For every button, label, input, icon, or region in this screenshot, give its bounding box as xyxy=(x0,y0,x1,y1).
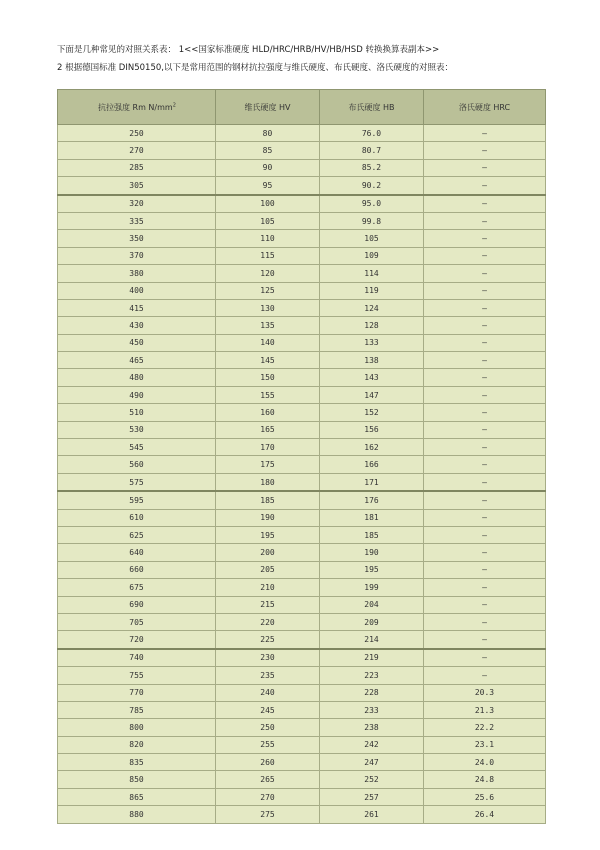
cell-tensile-strength: 545 xyxy=(58,439,216,456)
cell-brinell-hb: 152 xyxy=(320,404,424,421)
cell-vickers-hv: 200 xyxy=(216,544,320,561)
cell-brinell-hb: 214 xyxy=(320,631,424,649)
table-row xyxy=(58,561,546,578)
table-row xyxy=(58,386,546,403)
cell-vickers-hv: 170 xyxy=(216,439,320,456)
cell-rockwell-hrc: – xyxy=(424,299,546,316)
cell-vickers-hv: 85 xyxy=(216,142,320,159)
table-row xyxy=(58,404,546,421)
table-row xyxy=(58,667,546,684)
table-row xyxy=(58,159,546,176)
cell-tensile-strength: 640 xyxy=(58,544,216,561)
cell-rockwell-hrc: – xyxy=(424,491,546,509)
cell-vickers-hv: 90 xyxy=(216,159,320,176)
table-header-row xyxy=(58,90,546,125)
table-row xyxy=(58,247,546,264)
cell-tensile-strength: 270 xyxy=(58,142,216,159)
cell-vickers-hv: 125 xyxy=(216,282,320,299)
cell-tensile-strength: 675 xyxy=(58,579,216,596)
cell-brinell-hb: 156 xyxy=(320,421,424,438)
cell-rockwell-hrc: – xyxy=(424,230,546,247)
cell-brinell-hb: 185 xyxy=(320,526,424,543)
cell-vickers-hv: 180 xyxy=(216,473,320,491)
cell-brinell-hb: 247 xyxy=(320,754,424,771)
header-tensile-strength xyxy=(58,90,216,125)
cell-tensile-strength: 465 xyxy=(58,352,216,369)
cell-brinell-hb: 171 xyxy=(320,473,424,491)
cell-rockwell-hrc: 26.4 xyxy=(424,806,546,823)
cell-rockwell-hrc: – xyxy=(424,596,546,613)
cell-brinell-hb: 257 xyxy=(320,788,424,805)
cell-rockwell-hrc: – xyxy=(424,142,546,159)
cell-tensile-strength: 480 xyxy=(58,369,216,386)
cell-brinell-hb: 133 xyxy=(320,334,424,351)
cell-rockwell-hrc: – xyxy=(424,265,546,282)
cell-rockwell-hrc: – xyxy=(424,195,546,213)
hardness-table-container xyxy=(57,89,545,824)
cell-brinell-hb: 223 xyxy=(320,667,424,684)
cell-rockwell-hrc: – xyxy=(424,509,546,526)
cell-tensile-strength: 450 xyxy=(58,334,216,351)
cell-brinell-hb: 199 xyxy=(320,579,424,596)
cell-vickers-hv: 250 xyxy=(216,719,320,736)
cell-rockwell-hrc: – xyxy=(424,177,546,195)
table-row xyxy=(58,369,546,386)
cell-brinell-hb: 109 xyxy=(320,247,424,264)
cell-rockwell-hrc: – xyxy=(424,404,546,421)
table-row xyxy=(58,439,546,456)
cell-rockwell-hrc: – xyxy=(424,282,546,299)
cell-vickers-hv: 110 xyxy=(216,230,320,247)
header-unit-superscript: 2 xyxy=(172,101,176,108)
cell-rockwell-hrc: – xyxy=(424,247,546,264)
cell-tensile-strength: 880 xyxy=(58,806,216,823)
cell-vickers-hv: 150 xyxy=(216,369,320,386)
cell-brinell-hb: 80.7 xyxy=(320,142,424,159)
table-row xyxy=(58,195,546,213)
table-row xyxy=(58,509,546,526)
cell-vickers-hv: 235 xyxy=(216,667,320,684)
cell-tensile-strength: 820 xyxy=(58,736,216,753)
cell-brinell-hb: 219 xyxy=(320,649,424,667)
cell-vickers-hv: 260 xyxy=(216,754,320,771)
cell-tensile-strength: 250 xyxy=(58,125,216,142)
cell-vickers-hv: 120 xyxy=(216,265,320,282)
cell-brinell-hb: 162 xyxy=(320,439,424,456)
cell-tensile-strength: 755 xyxy=(58,667,216,684)
table-row xyxy=(58,265,546,282)
cell-tensile-strength: 510 xyxy=(58,404,216,421)
cell-tensile-strength: 415 xyxy=(58,299,216,316)
cell-tensile-strength: 380 xyxy=(58,265,216,282)
cell-vickers-hv: 160 xyxy=(216,404,320,421)
cell-brinell-hb: 261 xyxy=(320,806,424,823)
cell-vickers-hv: 205 xyxy=(216,561,320,578)
cell-tensile-strength: 625 xyxy=(58,526,216,543)
cell-rockwell-hrc: – xyxy=(424,579,546,596)
cell-brinell-hb: 119 xyxy=(320,282,424,299)
cell-brinell-hb: 124 xyxy=(320,299,424,316)
cell-rockwell-hrc: – xyxy=(424,544,546,561)
table-row xyxy=(58,579,546,596)
cell-rockwell-hrc: – xyxy=(424,125,546,142)
cell-rockwell-hrc: 23.1 xyxy=(424,736,546,753)
table-row xyxy=(58,684,546,701)
cell-rockwell-hrc: – xyxy=(424,667,546,684)
table-row xyxy=(58,613,546,630)
cell-tensile-strength: 705 xyxy=(58,613,216,630)
cell-tensile-strength: 835 xyxy=(58,754,216,771)
cell-tensile-strength: 770 xyxy=(58,684,216,701)
cell-rockwell-hrc: – xyxy=(424,649,546,667)
cell-vickers-hv: 155 xyxy=(216,386,320,403)
cell-tensile-strength: 660 xyxy=(58,561,216,578)
cell-vickers-hv: 275 xyxy=(216,806,320,823)
table-row xyxy=(58,806,546,823)
cell-tensile-strength: 305 xyxy=(58,177,216,195)
cell-vickers-hv: 190 xyxy=(216,509,320,526)
cell-tensile-strength: 740 xyxy=(58,649,216,667)
table-row xyxy=(58,125,546,142)
cell-rockwell-hrc: – xyxy=(424,352,546,369)
table-row xyxy=(58,649,546,667)
table-row xyxy=(58,473,546,491)
cell-brinell-hb: 105 xyxy=(320,230,424,247)
cell-vickers-hv: 245 xyxy=(216,701,320,718)
cell-vickers-hv: 100 xyxy=(216,195,320,213)
table-row xyxy=(58,754,546,771)
cell-brinell-hb: 190 xyxy=(320,544,424,561)
cell-rockwell-hrc: 24.8 xyxy=(424,771,546,788)
cell-tensile-strength: 320 xyxy=(58,195,216,213)
cell-tensile-strength: 865 xyxy=(58,788,216,805)
cell-rockwell-hrc: 20.3 xyxy=(424,684,546,701)
header-brinell-hb: 布氏硬度 HB xyxy=(320,90,424,125)
cell-tensile-strength: 690 xyxy=(58,596,216,613)
cell-vickers-hv: 105 xyxy=(216,212,320,229)
cell-rockwell-hrc: – xyxy=(424,473,546,491)
cell-vickers-hv: 240 xyxy=(216,684,320,701)
table-row xyxy=(58,526,546,543)
cell-vickers-hv: 135 xyxy=(216,317,320,334)
cell-vickers-hv: 230 xyxy=(216,649,320,667)
cell-brinell-hb: 242 xyxy=(320,736,424,753)
cell-tensile-strength: 800 xyxy=(58,719,216,736)
table-row xyxy=(58,788,546,805)
intro-line-1: 下面是几种常见的对照关系表： 1<<国家标准硬度 HLD/HRC/HRB/HV/HB/HSD 转换换算表副本>> xyxy=(57,45,440,55)
header-rockwell-hrc: 洛氏硬度 HRC xyxy=(424,90,546,125)
cell-vickers-hv: 165 xyxy=(216,421,320,438)
cell-vickers-hv: 220 xyxy=(216,613,320,630)
cell-vickers-hv: 270 xyxy=(216,788,320,805)
cell-vickers-hv: 140 xyxy=(216,334,320,351)
table-row xyxy=(58,771,546,788)
cell-tensile-strength: 350 xyxy=(58,230,216,247)
cell-tensile-strength: 530 xyxy=(58,421,216,438)
cell-rockwell-hrc: – xyxy=(424,317,546,334)
table-row xyxy=(58,456,546,473)
cell-rockwell-hrc: – xyxy=(424,386,546,403)
table-row xyxy=(58,142,546,159)
cell-rockwell-hrc: 24.0 xyxy=(424,754,546,771)
table-body xyxy=(58,125,546,824)
cell-vickers-hv: 255 xyxy=(216,736,320,753)
cell-brinell-hb: 99.8 xyxy=(320,212,424,229)
cell-tensile-strength: 430 xyxy=(58,317,216,334)
cell-vickers-hv: 145 xyxy=(216,352,320,369)
cell-rockwell-hrc: 21.3 xyxy=(424,701,546,718)
cell-tensile-strength: 490 xyxy=(58,386,216,403)
table-row xyxy=(58,491,546,509)
cell-brinell-hb: 166 xyxy=(320,456,424,473)
cell-brinell-hb: 176 xyxy=(320,491,424,509)
cell-brinell-hb: 90.2 xyxy=(320,177,424,195)
table-row xyxy=(58,352,546,369)
cell-rockwell-hrc: – xyxy=(424,439,546,456)
cell-brinell-hb: 138 xyxy=(320,352,424,369)
cell-brinell-hb: 114 xyxy=(320,265,424,282)
cell-rockwell-hrc: – xyxy=(424,631,546,649)
cell-brinell-hb: 147 xyxy=(320,386,424,403)
cell-vickers-hv: 185 xyxy=(216,491,320,509)
cell-tensile-strength: 560 xyxy=(58,456,216,473)
cell-brinell-hb: 128 xyxy=(320,317,424,334)
cell-tensile-strength: 610 xyxy=(58,509,216,526)
cell-vickers-hv: 115 xyxy=(216,247,320,264)
cell-tensile-strength: 370 xyxy=(58,247,216,264)
cell-rockwell-hrc: – xyxy=(424,456,546,473)
cell-vickers-hv: 210 xyxy=(216,579,320,596)
table-row xyxy=(58,317,546,334)
cell-vickers-hv: 215 xyxy=(216,596,320,613)
cell-brinell-hb: 76.0 xyxy=(320,125,424,142)
cell-brinell-hb: 195 xyxy=(320,561,424,578)
table-row xyxy=(58,282,546,299)
cell-brinell-hb: 252 xyxy=(320,771,424,788)
cell-brinell-hb: 143 xyxy=(320,369,424,386)
table-row xyxy=(58,299,546,316)
table-row xyxy=(58,631,546,649)
cell-rockwell-hrc: 25.6 xyxy=(424,788,546,805)
cell-vickers-hv: 175 xyxy=(216,456,320,473)
cell-tensile-strength: 575 xyxy=(58,473,216,491)
cell-brinell-hb: 209 xyxy=(320,613,424,630)
table-row xyxy=(58,701,546,718)
cell-tensile-strength: 785 xyxy=(58,701,216,718)
cell-rockwell-hrc: 22.2 xyxy=(424,719,546,736)
table-row xyxy=(58,719,546,736)
table-row xyxy=(58,544,546,561)
intro-line-2: 2 根据德国标准 DIN50150,以下是常用范围的钢材抗拉强度与维氏硬度、布氏硬度、洛氏硬度的对照表： xyxy=(57,63,453,73)
table-row xyxy=(58,212,546,229)
cell-brinell-hb: 181 xyxy=(320,509,424,526)
table-row xyxy=(58,421,546,438)
table-row xyxy=(58,596,546,613)
table-row xyxy=(58,334,546,351)
cell-rockwell-hrc: – xyxy=(424,421,546,438)
cell-rockwell-hrc: – xyxy=(424,212,546,229)
cell-tensile-strength: 400 xyxy=(58,282,216,299)
cell-tensile-strength: 850 xyxy=(58,771,216,788)
cell-brinell-hb: 85.2 xyxy=(320,159,424,176)
table-row xyxy=(58,230,546,247)
cell-rockwell-hrc: – xyxy=(424,526,546,543)
cell-tensile-strength: 335 xyxy=(58,212,216,229)
cell-tensile-strength: 285 xyxy=(58,159,216,176)
cell-rockwell-hrc: – xyxy=(424,561,546,578)
cell-rockwell-hrc: – xyxy=(424,369,546,386)
cell-brinell-hb: 233 xyxy=(320,701,424,718)
cell-brinell-hb: 228 xyxy=(320,684,424,701)
cell-vickers-hv: 130 xyxy=(216,299,320,316)
cell-tensile-strength: 720 xyxy=(58,631,216,649)
cell-brinell-hb: 204 xyxy=(320,596,424,613)
cell-brinell-hb: 238 xyxy=(320,719,424,736)
cell-vickers-hv: 80 xyxy=(216,125,320,142)
table-row xyxy=(58,736,546,753)
cell-tensile-strength: 595 xyxy=(58,491,216,509)
cell-rockwell-hrc: – xyxy=(424,334,546,351)
header-tensile-strength-label: 抗拉强度 Rm N/mm xyxy=(98,102,173,112)
cell-vickers-hv: 95 xyxy=(216,177,320,195)
hardness-conversion-table xyxy=(57,89,546,824)
cell-rockwell-hrc: – xyxy=(424,159,546,176)
header-vickers-hv: 维氏硬度 HV xyxy=(216,90,320,125)
table-row xyxy=(58,177,546,195)
cell-vickers-hv: 225 xyxy=(216,631,320,649)
cell-vickers-hv: 195 xyxy=(216,526,320,543)
cell-brinell-hb: 95.0 xyxy=(320,195,424,213)
cell-vickers-hv: 265 xyxy=(216,771,320,788)
cell-rockwell-hrc: – xyxy=(424,613,546,630)
